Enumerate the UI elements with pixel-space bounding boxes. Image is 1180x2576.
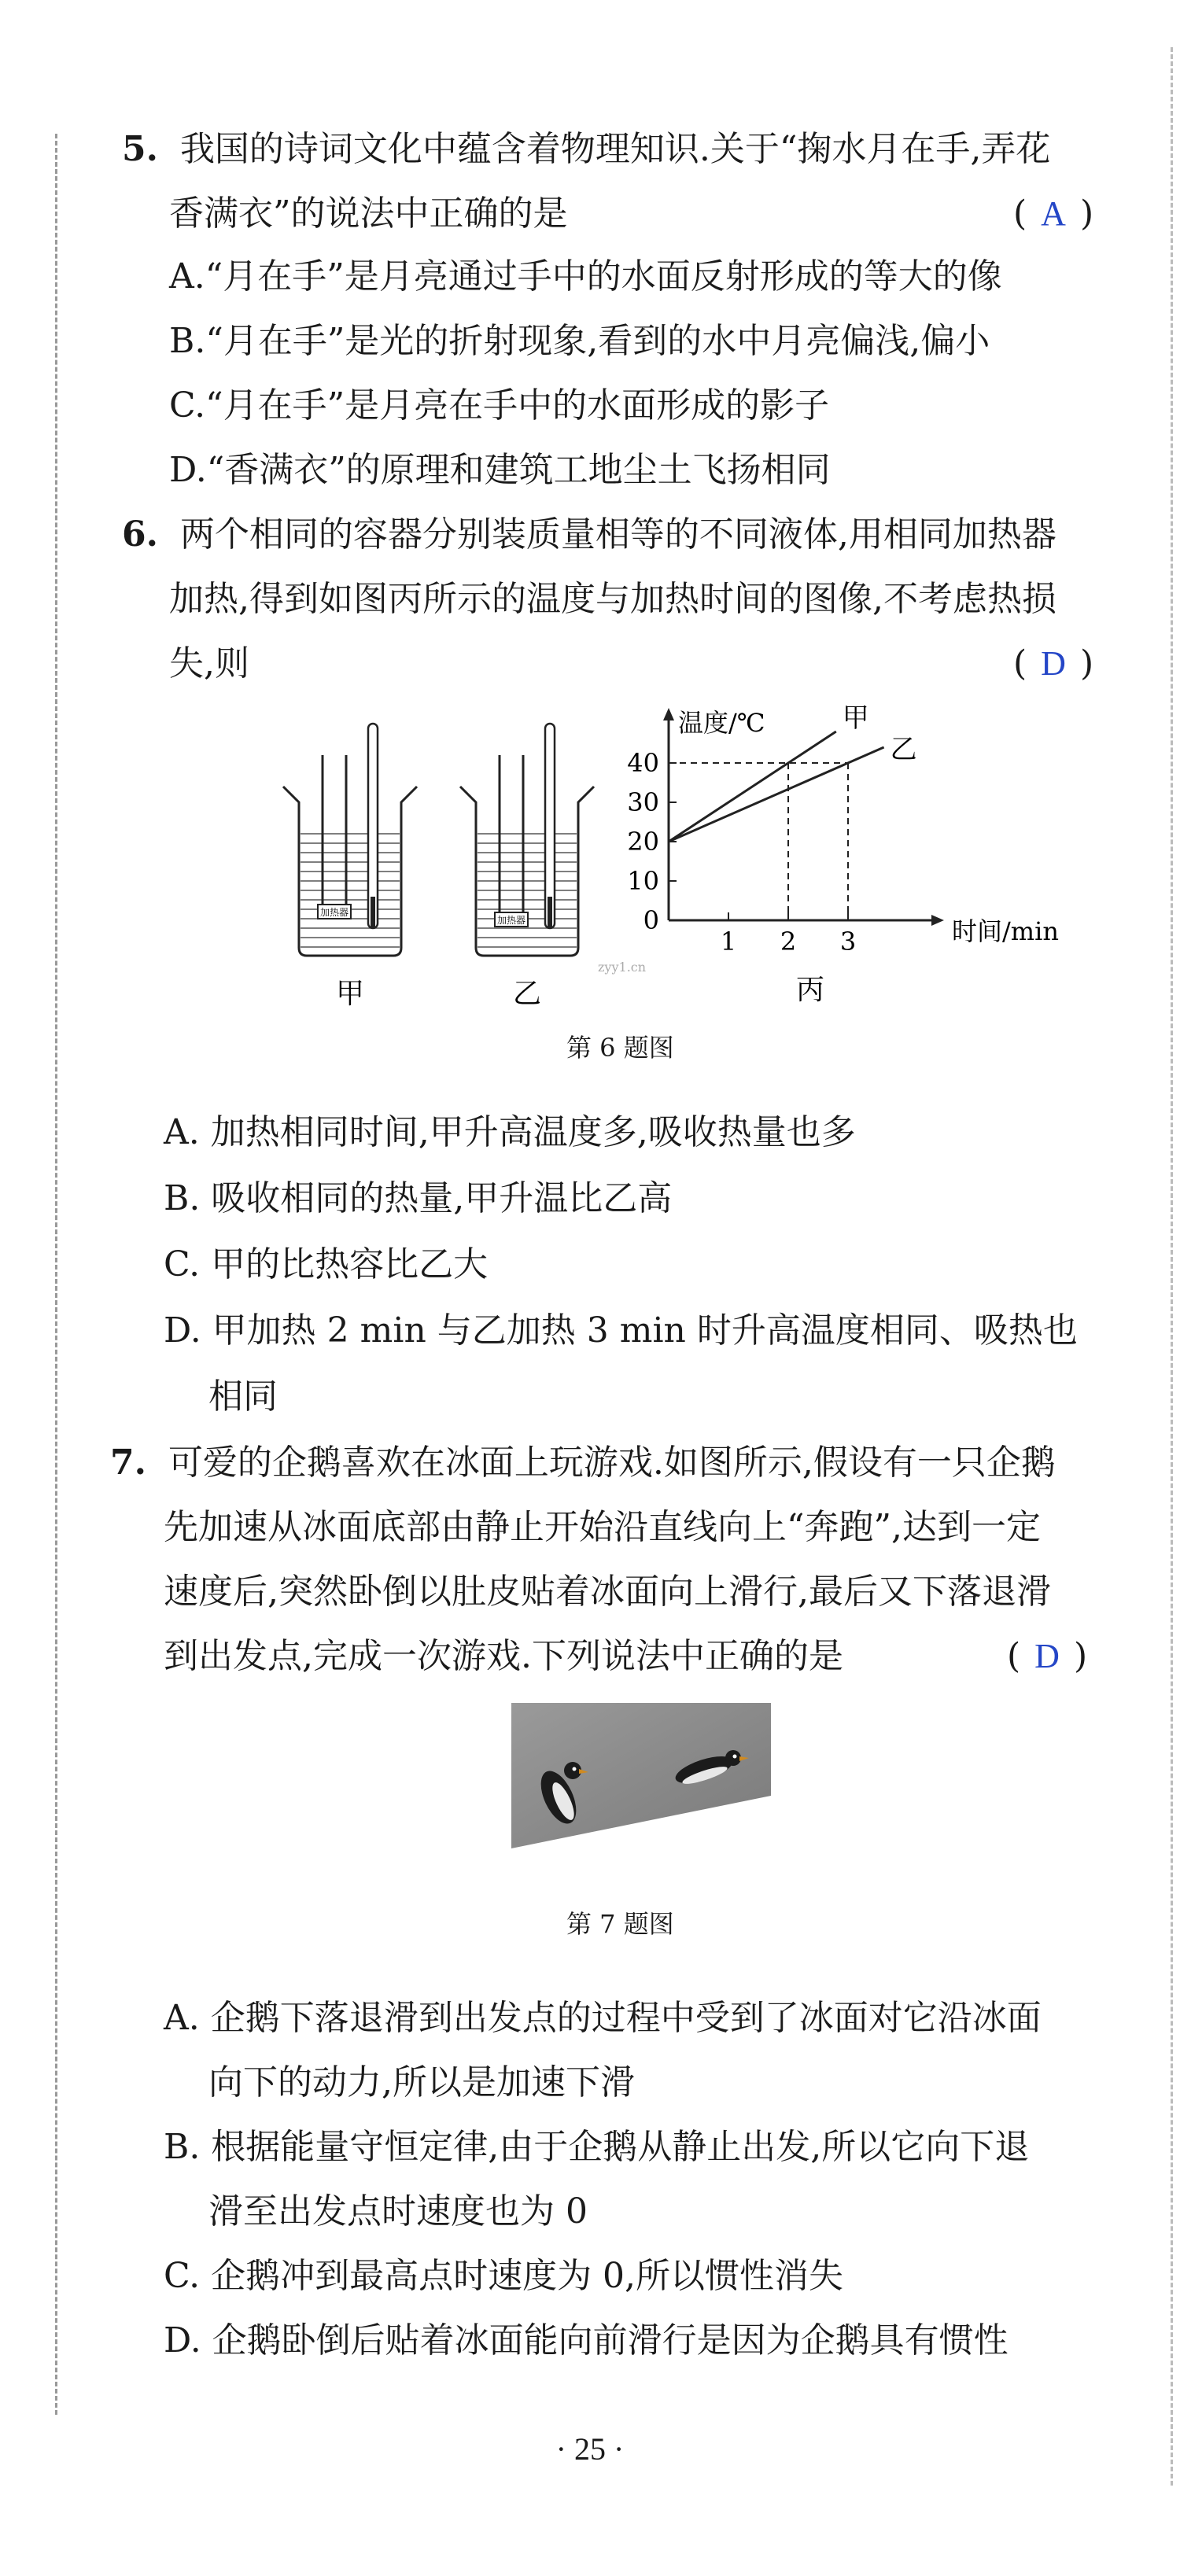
q5-stem-2: 香满衣”的说法中正确的是 [169,193,568,234]
y-axis-label: 温度/℃ [678,708,765,738]
q6-option-b: B. 吸收相同的热量,甲升温比乙高 [164,1178,673,1218]
y-tick-label-30: 30 [627,787,659,817]
q7-stem-2: 先加速从冰面底部由静止开始沿直线向上“奔跑”,达到一定 [164,1507,1041,1547]
x-tick-label-3: 3 [839,927,857,956]
q6-stem-3: 失,则 [169,643,249,684]
y-tick-label-40: 40 [627,748,659,778]
q7-figure-caption: 第 7 题图 [566,1909,674,1939]
y-tick-label-10: 10 [627,866,659,896]
left-binding-line [55,134,57,2415]
q6-option-c: C. 甲的比热容比乙大 [164,1244,489,1284]
q6-stem-1: 两个相同的容器分别装质量相等的不同液体,用相同加热器 [179,514,1056,555]
chart-title: 丙 [795,974,825,1006]
q7-line-1 [110,1439,1056,1487]
q7-stem-4: 到出发点,完成一次游戏.下列说法中正确的是 [164,1636,843,1676]
q7-option-b: B. 根据能量守恒定律,由于企鹅从静止出发,所以它向下退 [164,2127,1030,2167]
q7-answer: ( D ) [1007,1636,1088,1676]
x-axis-label: 时间/min [952,916,1059,946]
x-tick-label-2: 2 [780,927,797,956]
y-tick-label-0: 0 [643,905,659,935]
q5-answer-letter: A [1041,194,1066,233]
q7-option-a-cont: 向下的动力,所以是加速下滑 [208,2062,635,2102]
x-axis-arrow [931,915,944,926]
q7-answer-letter: D [1034,1637,1060,1675]
q6-answer: ( D ) [1013,643,1094,684]
q7-option-c: C. 企鹅冲到最高点时速度为 0,所以惯性消失 [164,2256,844,2296]
q7-option-b-cont: 滑至出发点时速度也为 0 [208,2191,588,2231]
q5-stem-1: 我国的诗词文化中蕴含着物理知识.关于“掬水月在手,弄花 [179,129,1051,169]
q6-option-d: D. 甲加热 2 min 与乙加热 3 min 时升高温度相同、吸热也 [164,1310,1078,1351]
q7-penguin-photo [511,1703,771,1848]
page-number: · 25 · [555,2431,625,2467]
heater-label-yi: 加热器 [496,915,526,926]
q5-option-d: D.“香满衣”的原理和建筑工地尘土飞扬相同 [169,450,831,490]
q6-stem-2: 加热,得到如图丙所示的温度与加热时间的图像,不考虑热损 [169,579,1056,619]
q7-number: 7. [110,1443,146,1483]
q5-option-a: A.“月在手”是月亮通过手中的水面反射形成的等大的像 [169,256,1002,297]
q5-answer: ( A ) [1013,193,1094,234]
q6-answer-letter: D [1041,644,1066,683]
watermark: zyy1.cn [598,960,647,975]
q7-stem-3: 速度后,突然卧倒以肚皮贴着冰面向上滑行,最后又下落退滑 [164,1572,1051,1612]
q7-option-d: D. 企鹅卧倒后贴着冰面能向前滑行是因为企鹅具有惯性 [164,2320,1009,2360]
beaker-label-yi: 乙 [512,978,542,1010]
q5-line-1 [122,126,1050,173]
q5-option-b: B.“月在手”是光的折射现象,看到的水中月亮偏浅,偏小 [169,321,990,361]
beaker-jia [283,724,417,956]
heater-label-jia: 加热器 [319,907,349,918]
beaker-label-jia: 甲 [335,978,365,1010]
right-binding-line [1171,47,1173,2486]
beaker-yi [460,724,594,956]
series-label-乙: 乙 [890,734,917,765]
series-line-甲 [669,732,836,842]
y-tick-label-20: 20 [627,827,659,857]
q5-number: 5. [122,129,158,169]
q7-option-a: A. 企鹅下落退滑到出发点的过程中受到了冰面对它沿冰面 [164,1998,1042,2038]
q6-number: 6. [122,514,158,555]
q6-option-d-cont: 相同 [208,1376,278,1417]
q5-option-c: C.“月在手”是月亮在手中的水面形成的影子 [169,385,830,426]
q6-line-1 [122,511,1056,558]
q7-stem-1: 可爱的企鹅喜欢在冰面上玩游戏.如图所示,假设有一只企鹅 [168,1443,1056,1483]
y-axis-arrow [663,708,674,720]
q6-figure-caption: 第 6 题图 [566,1033,674,1063]
series-line-乙 [669,747,884,842]
x-tick-label-1: 1 [720,927,737,956]
q6-temperature-chart [614,700,1059,1015]
series-label-甲: 甲 [842,702,869,734]
q6-option-a: A. 加热相同时间,甲升高温度多,吸收热量也多 [164,1112,856,1152]
